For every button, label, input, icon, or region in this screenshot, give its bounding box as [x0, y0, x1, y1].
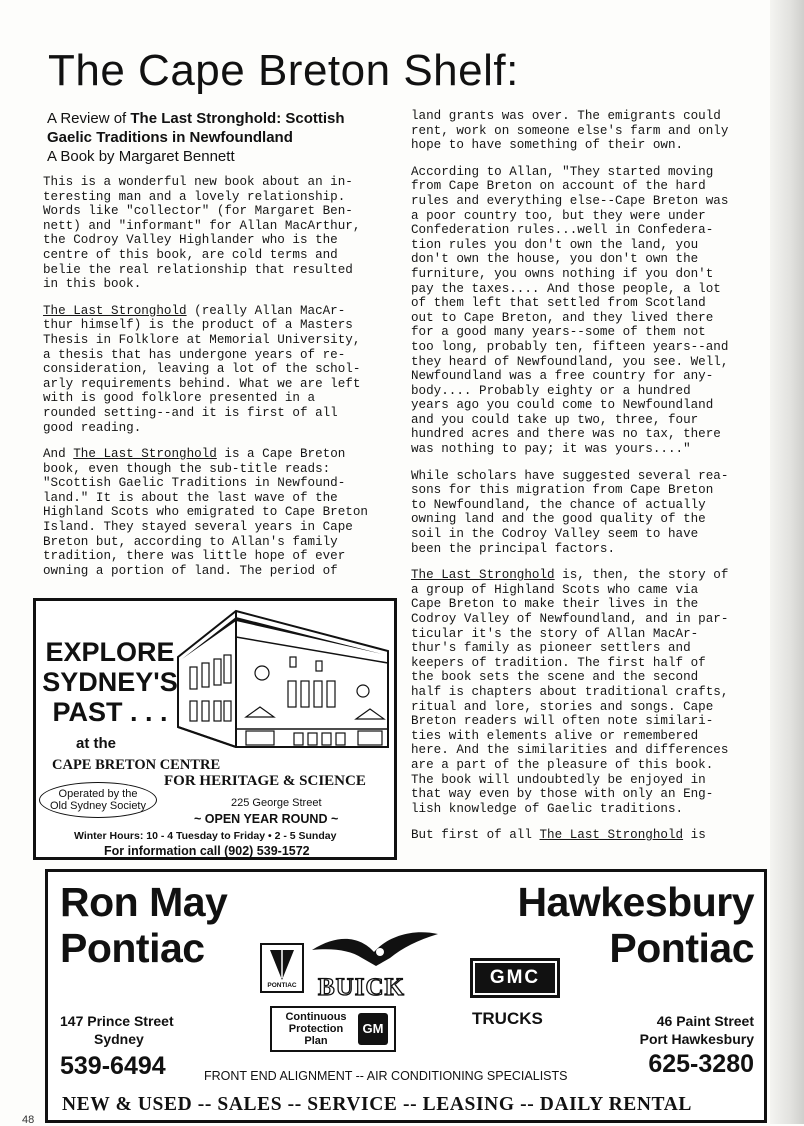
gm-logo: GM [358, 1013, 388, 1045]
address-city: Port Hawkesbury [639, 1031, 754, 1047]
cpp-line: Continuous [285, 1011, 347, 1023]
dealer-name-line: Pontiac [609, 925, 754, 971]
book-title-ref: The Last Stronghold [73, 447, 217, 462]
scan-edge [770, 0, 804, 1124]
operated-line: Operated by the [58, 788, 138, 800]
book-title-ref: The Last Stronghold [411, 568, 555, 583]
centre-name-line2: FOR HERITAGE & SCIENCE [164, 773, 366, 789]
book-title-ref: The Last Stronghold [43, 303, 187, 318]
museum-ad [33, 598, 397, 860]
headline-line: SYDNEY'S [42, 667, 178, 697]
dealer-name-line: Hawkesbury [517, 879, 754, 925]
address-street: 147 Prince Street [60, 1013, 174, 1029]
paragraph [411, 828, 728, 843]
at-the-label: at the [76, 735, 117, 752]
ron-may-address [60, 1012, 174, 1048]
paragraph-text: is a Cape Breton book, even though the sub-title reads: "Scottish Gaelic Traditions in Newfound- land." It is about the last wave of the Highland Scots who emigrated to Cape Breton Island. They stayed several years in Cape Breton but, according to Allan's family tradition, there was little hope of ever owning a portion of land. The period of [43, 447, 368, 578]
ron-may-pontiac-name [60, 879, 227, 971]
page-title: The Cape Breton Shelf: [48, 46, 519, 95]
hawkesbury-address [640, 1012, 754, 1048]
article-subtitle [47, 109, 392, 166]
article-column-1 [43, 175, 368, 590]
headline-line: PAST . . . [52, 697, 168, 727]
address-street: 46 Paint Street [656, 1013, 754, 1029]
heritage-building-illustration [176, 607, 394, 751]
dealer-ad [45, 869, 767, 1123]
cpp-line: Plan [304, 1035, 328, 1047]
paragraph-text: And [43, 447, 74, 462]
paragraph [43, 304, 368, 435]
book-title-ref: The Last Stronghold [539, 828, 684, 843]
headline-line: EXPLORE [45, 637, 175, 667]
paragraph-text: But first of all [411, 828, 540, 843]
hawkesbury-phone: 625-3280 [648, 1050, 754, 1078]
trucks-label: TRUCKS [472, 1009, 543, 1028]
byline: A Book by Margaret Bennett [47, 148, 235, 165]
paragraph: While scholars have suggested several rea- sons for this migration from Cape Breton to Newfoundland, the chance of actually owning land and the good quality of the soil in the Codroy Valley seem to have been the principal factors. [411, 468, 729, 556]
cpp-line: Protection [288, 1023, 344, 1035]
centre-name-line1: CAPE BRETON CENTRE [52, 757, 221, 773]
paragraph: This is a wonderful new book about an in- teresting man and a lovely relationship. Words like "collector" (for Margaret Ben- nett) and "informant" for Allan MacArthur, the Codroy Valley Highlander who is the centre of this book, are cold terms and belie the real relationship that resulted in this book. [43, 175, 361, 292]
paragraph: According to Allan, "They started moving from Cape Breton on account of the hard rules and everything else--Cape Breton was a poor country too, but they were under Confederation rules...well in Confedera- tion rules you don't own the land, you don't own the house, you don't own the furniture, you owns nothing if you don't pay the taxes.... And those people, a lot of them left that settled from Scotland out to Cape Breton, and they lived there for a good many years--some of them not too long, probably ten, fifteen years--and they heard of Newfoundland, you see. Well, Newfoundland was a free country for any- body.... Probably eighty or a hundred years ago you could come to Newfoundland and you could take up two, three, four hundred acres and there was no tax, there was nothing to pay; it was yours...." [411, 164, 729, 457]
page-number: 48 [22, 1114, 35, 1126]
pontiac-logo [260, 943, 304, 993]
pontiac-badge-label: PONTIAC [267, 982, 297, 989]
article-column-2 [411, 109, 728, 855]
cpp-text [278, 1011, 354, 1047]
continuous-protection-plan-logo [270, 1006, 396, 1052]
eagle-icon [310, 928, 440, 972]
paragraph [411, 568, 728, 816]
info-phone: For information call (902) 539-1572 [104, 844, 310, 858]
open-year-round: ~ OPEN YEAR ROUND ~ [194, 812, 339, 826]
dealer-name-line: Ron May [60, 879, 228, 925]
paragraph [43, 447, 368, 578]
book-title-line1: The Last Stronghold: Scottish [130, 110, 345, 127]
address-city: Sydney [94, 1031, 144, 1047]
paragraph-text: is, then, the story of a group of Highland Scots who came via Cape Breton to make their lives in the Codroy Valley of Newfoundland, and in par- ticular it's the story of Allan MacAr- thur's family as pioneer settlers and keepers of tradition. The first half of the book sets the scene and the second half is chapters about traditional crafts, ritual and lore, stories and songs. Cape Breton readers will often note similari- ties with elements alive or remembered here. And the similarities and differences are a part of the pleasure of this book. The book will undoubtedly be enjoyed in that way even by those with only an Eng- lish knowledge of Gaelic traditions. [411, 568, 729, 816]
paragraph-text: (really Allan MacAr- thur himself) is the product of a Masters Thesis in Folklore at Memorial University, a thesis that has undergone years of re- consideration, leaving a lot of the schol- arly requirements behind. What we are left with is good folklore presented in a rounded setting--and it is first of all good reading. [43, 303, 361, 435]
review-prefix: A Review of [47, 110, 131, 127]
operated-by-oval [39, 782, 157, 818]
gmc-logo: GMC [470, 958, 560, 998]
pontiac-arrowhead-icon [267, 948, 297, 982]
ron-may-phone: 539-6494 [60, 1052, 166, 1080]
services-line: NEW & USED -- SALES -- SERVICE -- LEASING -- DAILY RENTAL [62, 1094, 692, 1115]
museum-address: 225 George Street [231, 797, 322, 809]
operated-line: Old Sydney Society [50, 800, 146, 812]
explore-headline [40, 637, 180, 727]
paragraph: land grants was over. The emigrants could rent, work on someone else's farm and only hope to have something of their own. [411, 109, 729, 153]
buick-logo: BUICK [318, 974, 405, 1001]
paragraph-text: is [683, 828, 706, 843]
book-title-line2: Gaelic Traditions in Newfoundland [47, 129, 293, 146]
dealer-name-line: Pontiac [60, 925, 205, 971]
specialists-line: FRONT END ALIGNMENT -- AIR CONDITIONING SPECIALISTS [204, 1069, 568, 1083]
winter-hours: Winter Hours: 10 - 4 Tuesday to Friday • 2 - 5 Sunday [74, 830, 337, 842]
